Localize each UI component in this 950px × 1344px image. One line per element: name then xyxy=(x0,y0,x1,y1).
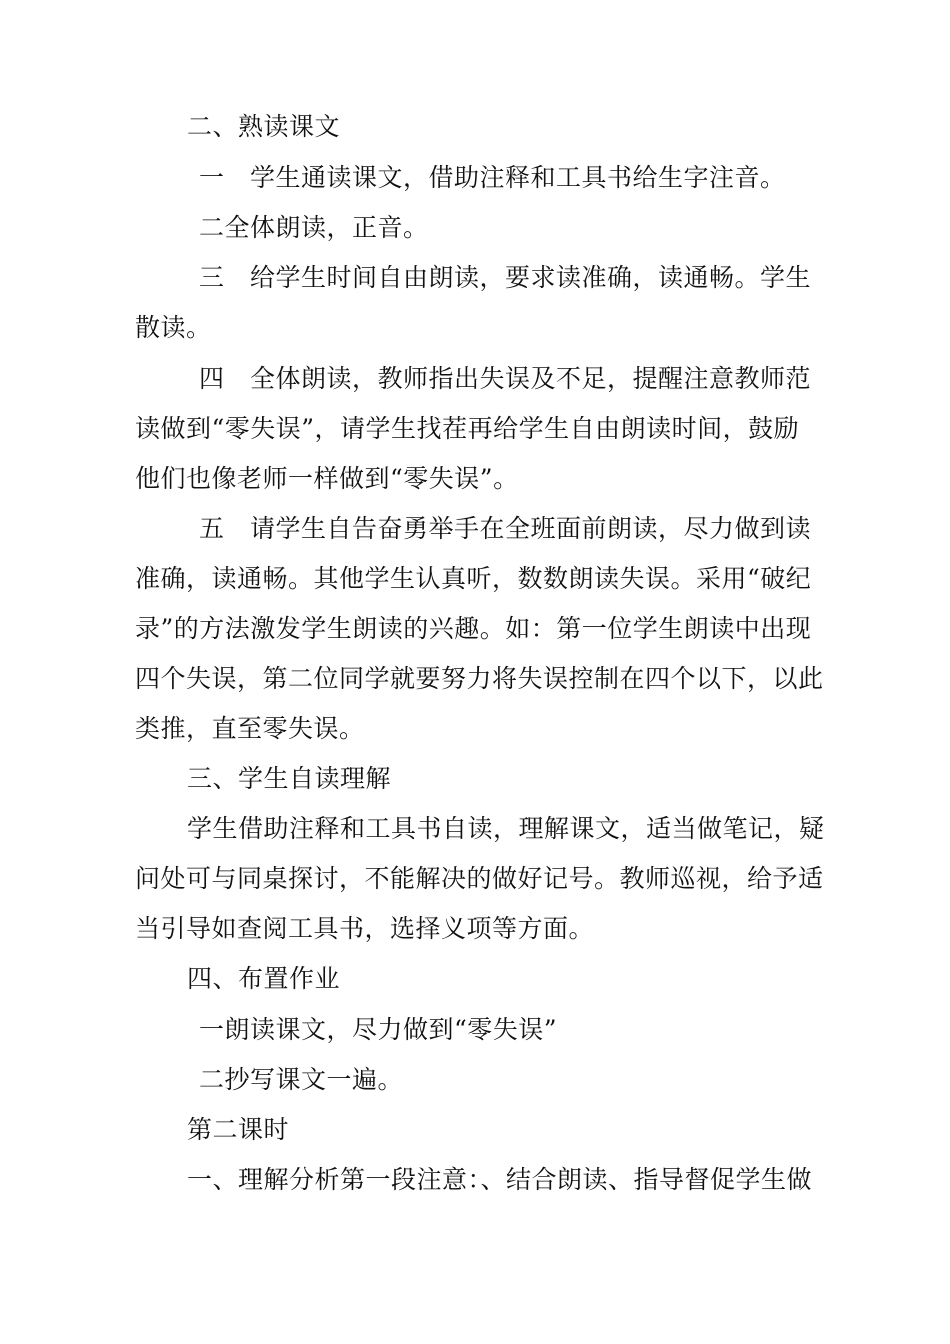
paragraph-line: 二抄写课文一遍。 xyxy=(199,1065,404,1094)
paragraph-line: 当引导如查阅工具书，选择义项等方面。 xyxy=(135,914,595,943)
section-heading-self-reading: 三、学生自读理解 xyxy=(187,764,392,793)
paragraph-line: 类推，直至零失误。 xyxy=(135,714,365,743)
paragraph-line: 三 给学生时间自由朗读，要求读准确，读通畅。学生 xyxy=(199,263,812,292)
paragraph-line: 散读。 xyxy=(135,313,212,342)
paragraph-line: 一 学生通读课文，借助注释和工具书给生字注音。 xyxy=(199,163,786,192)
paragraph-line: 问处可与同桌探讨，不能解决的做好记号。教师巡视，给予适 xyxy=(135,864,824,893)
paragraph-line: 五 请学生自告奋勇举手在全班面前朗读，尽力做到读 xyxy=(199,514,812,543)
section-heading-second-lesson: 第二课时 xyxy=(187,1115,290,1144)
paragraph-line: 四个失误，第二位同学就要努力将失误控制在四个以下，以此 xyxy=(135,664,824,693)
paragraph-line: 他们也像老师一样做到“零失误”。 xyxy=(135,464,519,493)
paragraph-line: 四 全体朗读，教师指出失误及不足，提醒注意教师范 xyxy=(199,364,812,393)
paragraph-line: 读做到“零失误”，请学生找茬再给学生自由朗读时间，鼓励 xyxy=(135,414,800,443)
paragraph-line: 学生借助注释和工具书自读，理解课文，适当做笔记，疑 xyxy=(187,814,825,843)
paragraph-line: 一、理解分析第一段注意：、结合朗读、指导督促学生做 xyxy=(187,1165,813,1194)
section-heading-homework: 四、布置作业 xyxy=(187,964,341,993)
paragraph-line: 一朗读课文，尽力做到“零失误” xyxy=(199,1015,558,1044)
section-heading-read-text: 二、熟读课文 xyxy=(187,112,341,141)
paragraph-line: 二全体朗读，正音。 xyxy=(199,213,429,242)
paragraph-line: 录”的方法激发学生朗读的兴趣。如：第一位学生朗读中出现 xyxy=(135,614,812,643)
paragraph-line: 准确，读通畅。其他学生认真听，数数朗读失误。采用“破纪 xyxy=(135,564,812,593)
